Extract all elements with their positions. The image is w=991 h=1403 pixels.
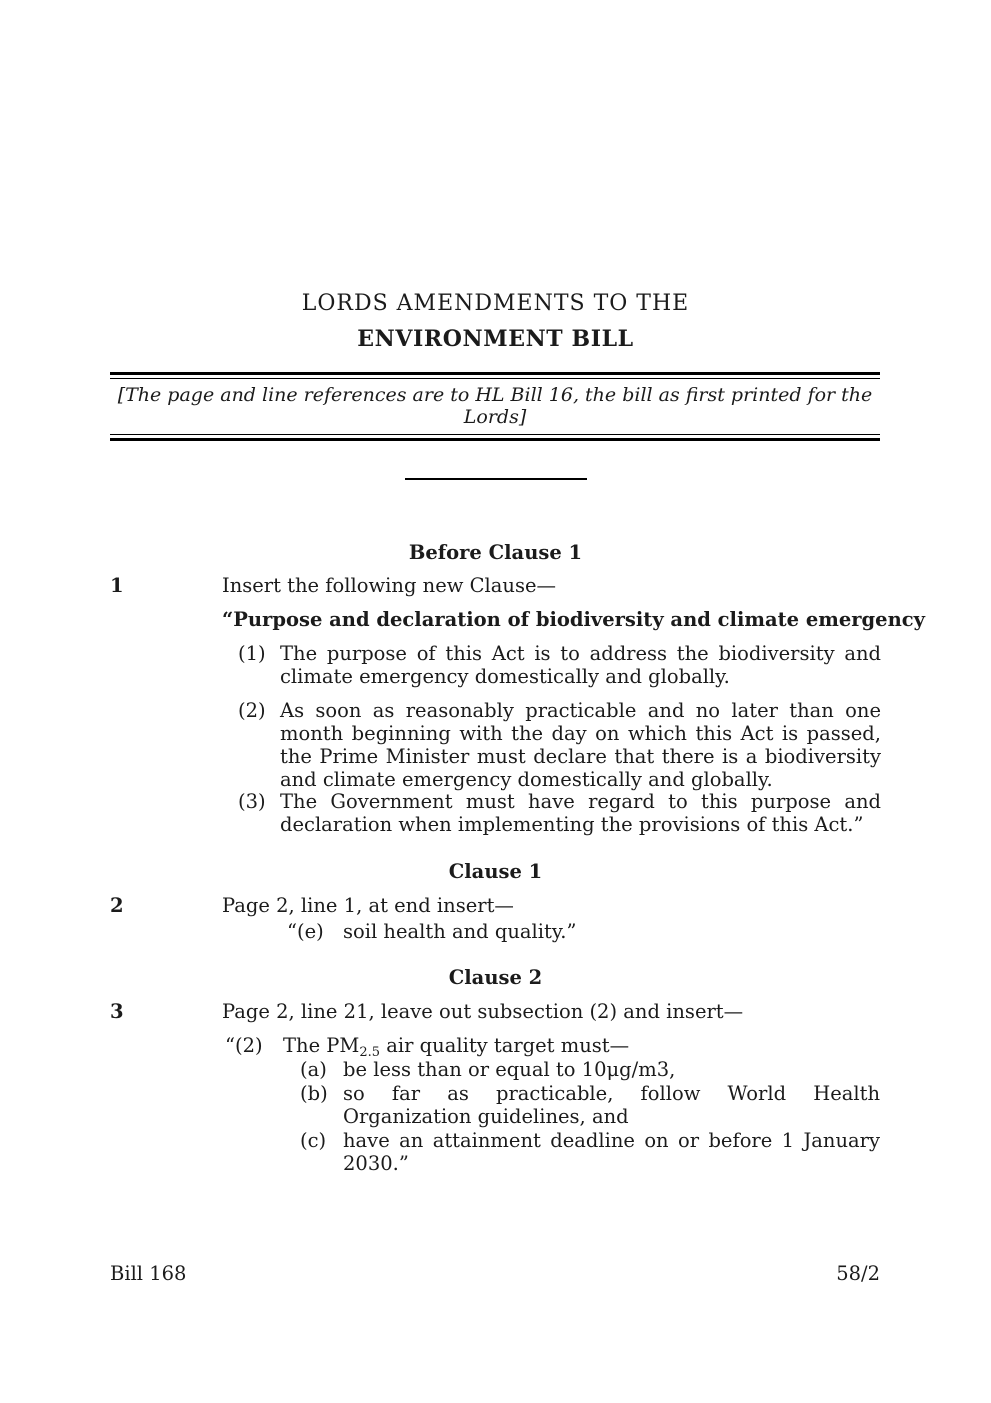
- inserted-paragraph-e-text: soil health and quality.”: [343, 920, 577, 943]
- amendment-2-instruction: Page 2, line 1, at end insert—: [222, 894, 514, 917]
- target-item-c-marker: (c): [300, 1129, 327, 1152]
- target-item-b-text: so far as practicable, follow World Health Organization guidelines, and: [343, 1082, 880, 1128]
- amendment-3-instruction: Page 2, line 21, leave out subsection (2) and insert—: [222, 1000, 744, 1023]
- target-item-a-text: be less than or equal to 10μg/m3,: [343, 1058, 676, 1081]
- subsection-3-text: The Government must have regard to this purpose and declaration when implementing the provisions of this Act.”: [280, 790, 881, 836]
- inserted-subsection-2-text: [283, 1034, 629, 1060]
- subsection-1-text: The purpose of this Act is to address the biodiversity and climate emergency domestically and globally.: [280, 642, 881, 688]
- section-heading-clause-2: Clause 2: [448, 966, 543, 989]
- inserted-paragraph-e-marker: “(e): [287, 920, 324, 943]
- reference-note-box: [110, 372, 880, 441]
- amendment-1-number: 1: [110, 574, 124, 597]
- amendment-2-number: 2: [110, 894, 124, 917]
- bill-number: Bill 168: [110, 1262, 187, 1285]
- section-heading-clause-1: Clause 1: [448, 860, 543, 883]
- subsection-1-marker: (1): [238, 642, 266, 665]
- subsection-2-text: As soon as reasonably practicable and no later than one month beginning with the day on which this Act is passed, the Prime Minister must declare that there is a biodiversity and climate emergency domestically and globally.: [280, 699, 881, 791]
- new-clause-subsection-1: [238, 642, 881, 688]
- target-item-a: [300, 1058, 880, 1081]
- target-item-a-marker: (a): [300, 1058, 327, 1081]
- session-reference: 58/2: [836, 1262, 880, 1285]
- pm25-subscript: 2.5: [359, 1045, 381, 1060]
- subsection-3-marker: (3): [238, 790, 266, 813]
- section-heading-before-clause-1: Before Clause 1: [408, 541, 583, 564]
- target-item-c: [300, 1129, 880, 1175]
- inserted-subsection-2-marker: “(2): [225, 1034, 263, 1057]
- new-clause-heading: “Purpose and declaration of biodiversity and climate emergency: [222, 608, 925, 631]
- document-title: LORDS AMENDMENTS TO THE: [301, 291, 690, 316]
- amendment-3-number: 3: [110, 1000, 124, 1023]
- reference-note: [The page and line references are to HL Bill 16, the bill as first printed for the Lords]: [110, 378, 880, 435]
- document-subtitle: ENVIRONMENT BILL: [357, 326, 634, 352]
- subsection-2-marker: (2): [238, 699, 266, 722]
- amendment-1-instruction: Insert the following new Clause—: [222, 574, 557, 597]
- new-clause-subsection-2: [238, 699, 881, 791]
- new-clause-subsection-3: [238, 790, 881, 836]
- target-item-c-text: have an attainment deadline on or before 1 January 2030.”: [343, 1129, 880, 1175]
- separator-rule: [405, 478, 587, 480]
- target-item-b-marker: (b): [300, 1082, 328, 1105]
- pm-target-suffix: air quality target must—: [380, 1034, 630, 1057]
- target-item-b: [300, 1082, 880, 1128]
- pm-target-prefix: The PM: [283, 1034, 360, 1057]
